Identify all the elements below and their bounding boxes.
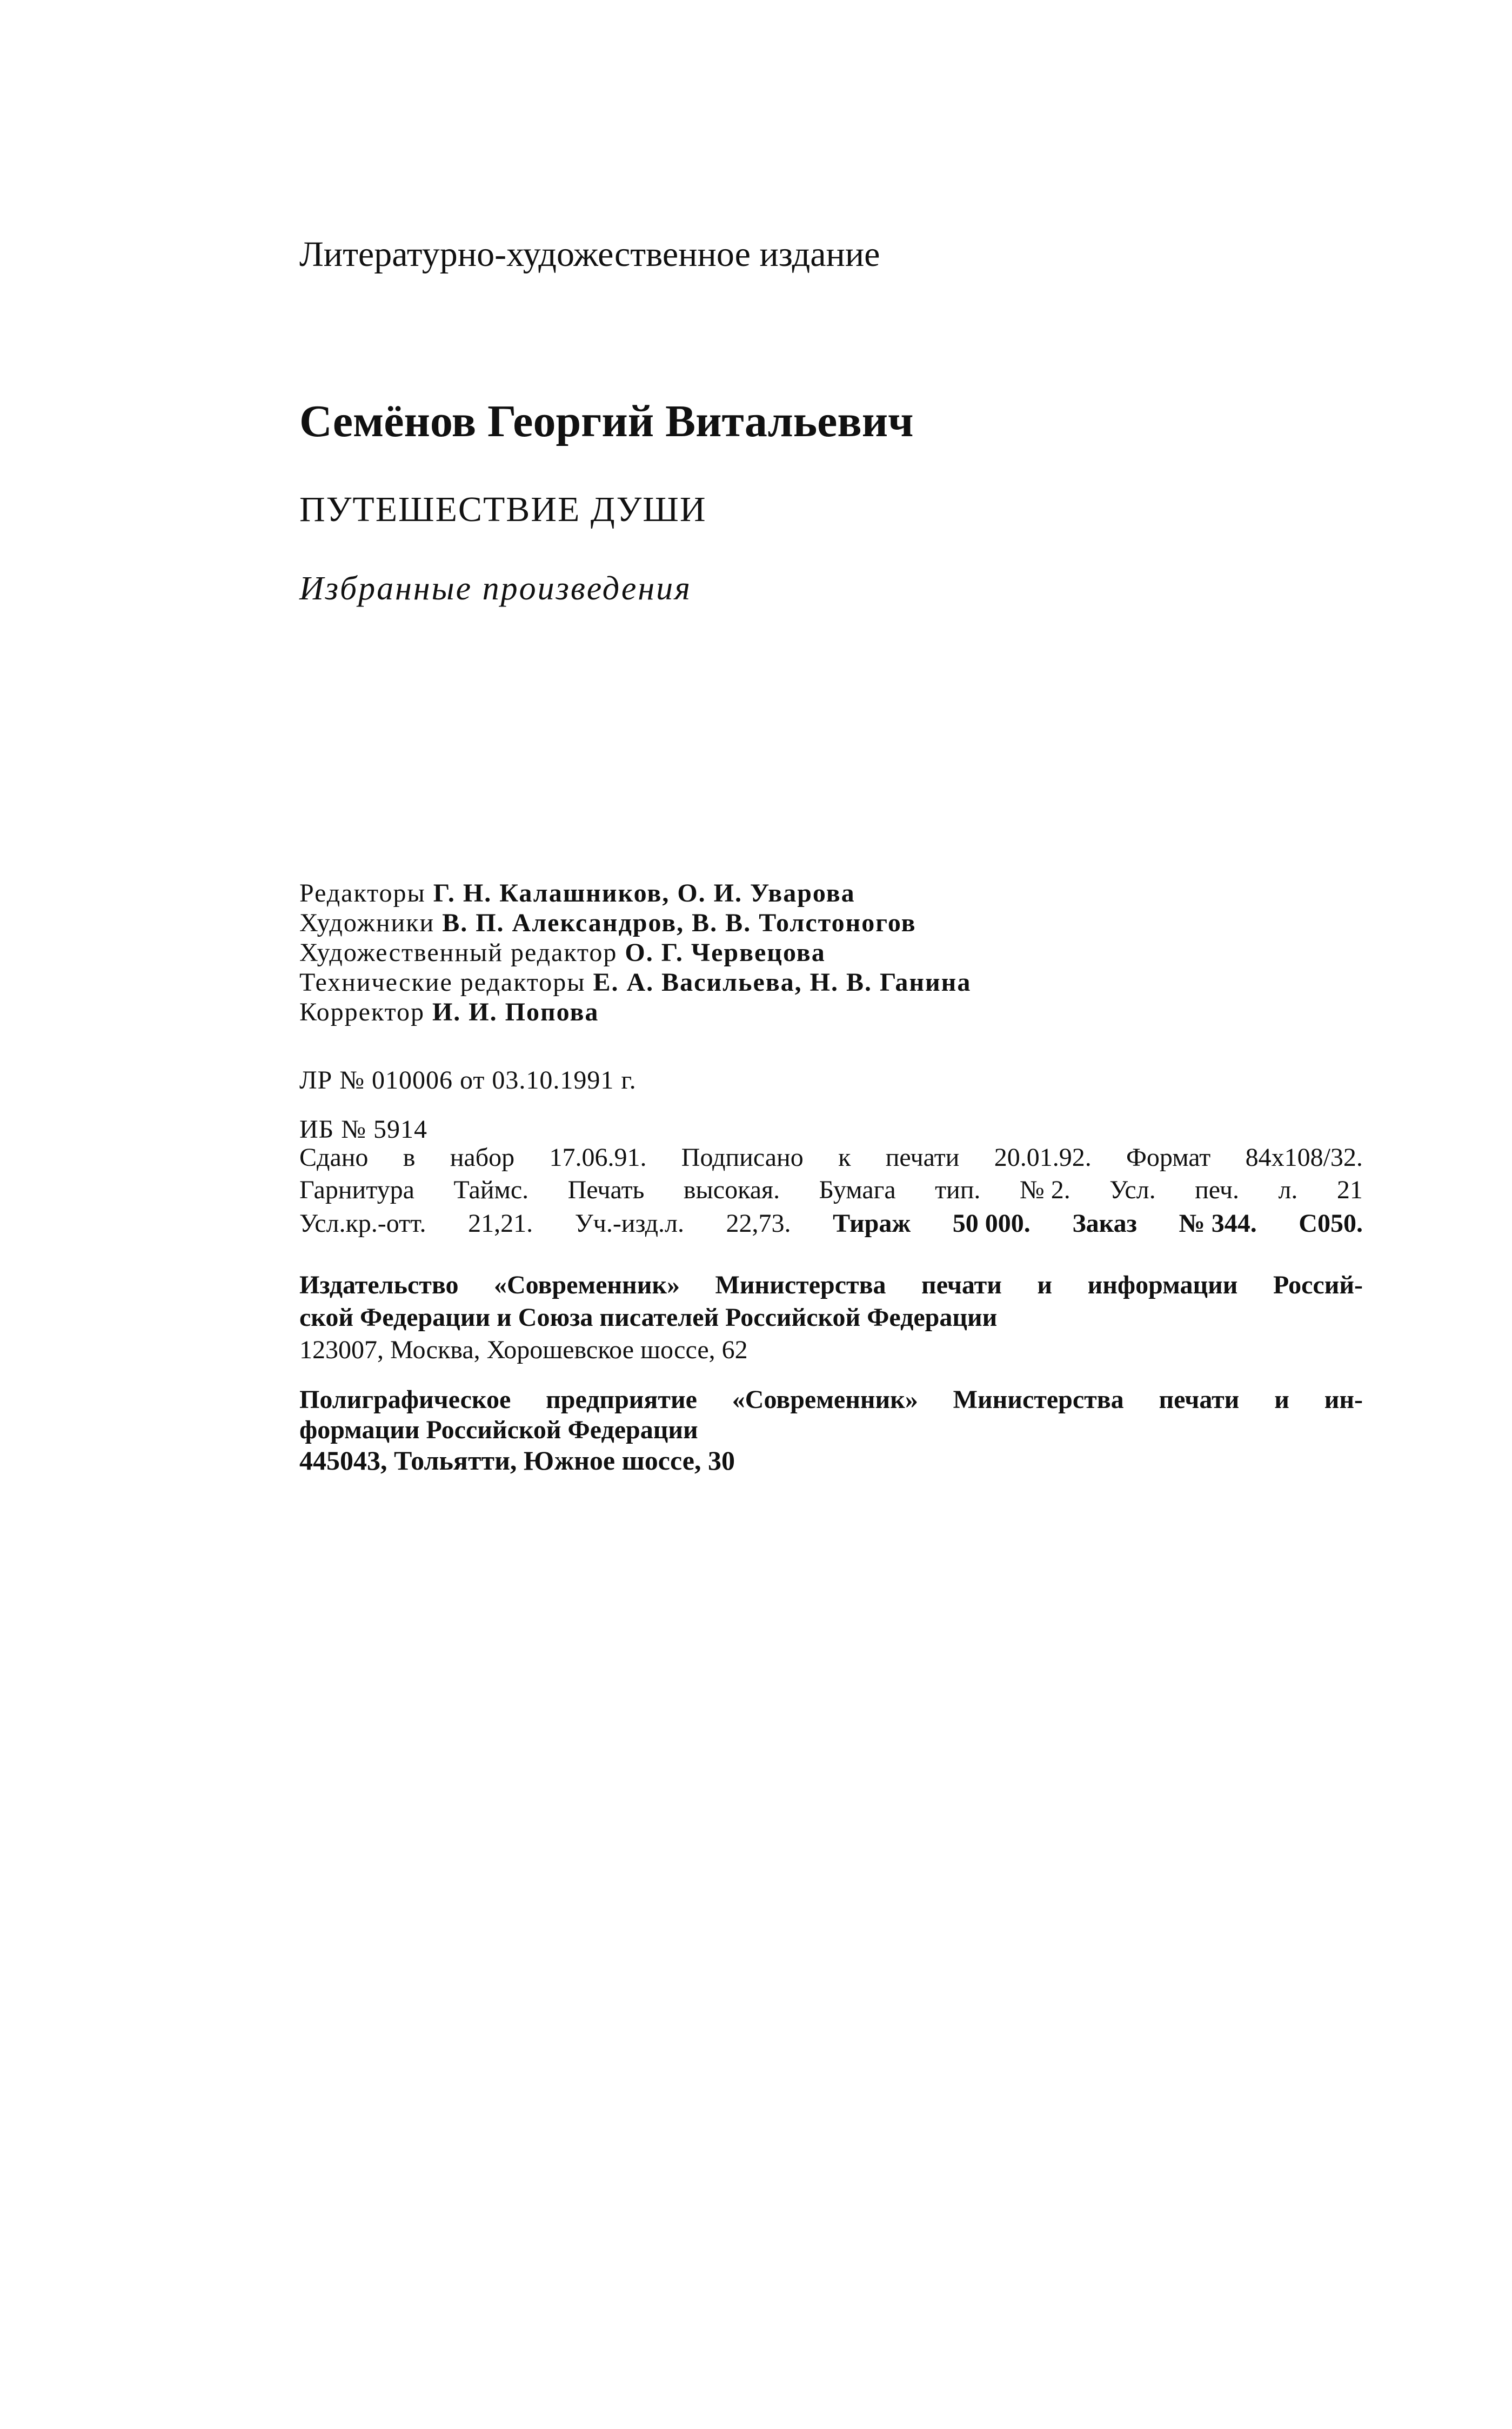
credit-names: О. Г. Червецова <box>625 938 826 967</box>
publisher-line-1 <box>299 1269 1363 1302</box>
printer-address: 445043, Тольятти, Южное шоссе, 30 <box>299 1445 735 1476</box>
credit-role: Художественный редактор <box>299 938 618 967</box>
publisher-word: и <box>1037 1271 1053 1299</box>
credit-names: Г. Н. Калашников, О. И. Уварова <box>433 879 855 907</box>
print-word: Усл. <box>1109 1176 1156 1204</box>
print-word: Уч.-изд.л. <box>574 1209 684 1238</box>
print-word: в <box>403 1143 416 1172</box>
print-word: Таймс. <box>453 1176 529 1204</box>
print-word: л. <box>1278 1176 1298 1204</box>
credit-row <box>299 997 971 1027</box>
publisher-word: Издательство <box>299 1271 459 1299</box>
print-word: набор <box>450 1143 515 1172</box>
print-word: Гарнитура <box>299 1176 414 1204</box>
print-word: 21 <box>1336 1176 1363 1204</box>
print-info-line-2 <box>299 1177 1363 1203</box>
print-word: Усл.кр.-отт. <box>299 1209 426 1238</box>
printer-word: предприятие <box>546 1385 697 1414</box>
print-word: Тираж <box>833 1209 911 1238</box>
print-word: 21,21. <box>468 1209 533 1238</box>
print-word: 22,73. <box>726 1209 791 1238</box>
credit-row <box>299 908 971 938</box>
book-title: ПУТЕШЕСТВИЕ ДУШИ <box>299 490 707 529</box>
print-word: 20.01.92. <box>994 1143 1092 1172</box>
publisher-address: 123007, Москва, Хорошевское шоссе, 62 <box>299 1336 748 1364</box>
print-word: к <box>838 1143 851 1172</box>
print-word: Печать <box>567 1176 645 1204</box>
print-word: печ. <box>1195 1176 1240 1204</box>
print-word: Сдано <box>299 1143 369 1172</box>
printer-line-1 <box>299 1385 1363 1415</box>
credit-names: В. П. Александров, В. В. Толстоногов <box>442 909 916 937</box>
publisher-word: печати <box>921 1271 1002 1299</box>
print-word: высокая. <box>683 1176 780 1204</box>
publisher-word: Министерства <box>715 1271 886 1299</box>
printer-line-2: формации Российской Федерации <box>299 1416 698 1444</box>
print-word: 50 000. <box>952 1209 1031 1238</box>
print-word: Формат <box>1126 1143 1211 1172</box>
print-info-line-1 <box>299 1145 1363 1171</box>
license-number: ЛР № 010006 от 03.10.1991 г. <box>299 1066 637 1095</box>
printer-word: Полиграфическое <box>299 1385 511 1414</box>
publisher-word: «Современник» <box>494 1271 680 1299</box>
printer-word: ин- <box>1324 1385 1363 1414</box>
printer-word: «Современник» <box>732 1385 918 1414</box>
printer-block <box>299 1385 1363 1476</box>
print-word: Бумага <box>819 1176 896 1204</box>
credit-row <box>299 878 971 908</box>
credit-role: Технические редакторы <box>299 968 586 997</box>
print-word: 17.06.91. <box>549 1143 647 1172</box>
print-word: № 2. <box>1019 1176 1071 1204</box>
print-word: 84x108/32. <box>1245 1143 1363 1172</box>
printer-word: Министерства <box>953 1385 1124 1414</box>
print-word: печати <box>885 1143 960 1172</box>
print-word: Заказ <box>1072 1209 1137 1238</box>
credit-role: Художники <box>299 909 435 937</box>
book-subtitle: Избранные произведения <box>299 570 692 607</box>
print-info-line-3 <box>299 1211 1363 1237</box>
print-word: Подписано <box>681 1143 804 1172</box>
credit-names: И. И. Попова <box>432 998 599 1026</box>
credit-role: Редакторы <box>299 879 426 907</box>
print-word: С050. <box>1299 1209 1363 1238</box>
credit-row <box>299 967 971 997</box>
print-word: № 344. <box>1179 1209 1257 1238</box>
ib-number: ИБ № 5914 <box>299 1115 428 1144</box>
publisher-word: информации <box>1087 1271 1238 1299</box>
credits-block <box>299 878 971 1027</box>
publisher-line-2: ской Федерации и Союза писателей Российской Федерации <box>299 1303 998 1332</box>
credit-role: Корректор <box>299 998 425 1026</box>
credit-names: Е. А. Васильева, Н. В. Ганина <box>593 968 972 997</box>
printer-word: и <box>1274 1385 1289 1414</box>
credit-row <box>299 938 971 967</box>
printer-word: печати <box>1159 1385 1240 1414</box>
print-word: тип. <box>935 1176 981 1204</box>
publisher-block <box>299 1269 1363 1366</box>
publisher-word: Россий- <box>1273 1271 1363 1299</box>
edition-type: Литературно-художественное издание <box>299 235 880 274</box>
author-name: Семёнов Георгий Витальевич <box>299 396 914 446</box>
